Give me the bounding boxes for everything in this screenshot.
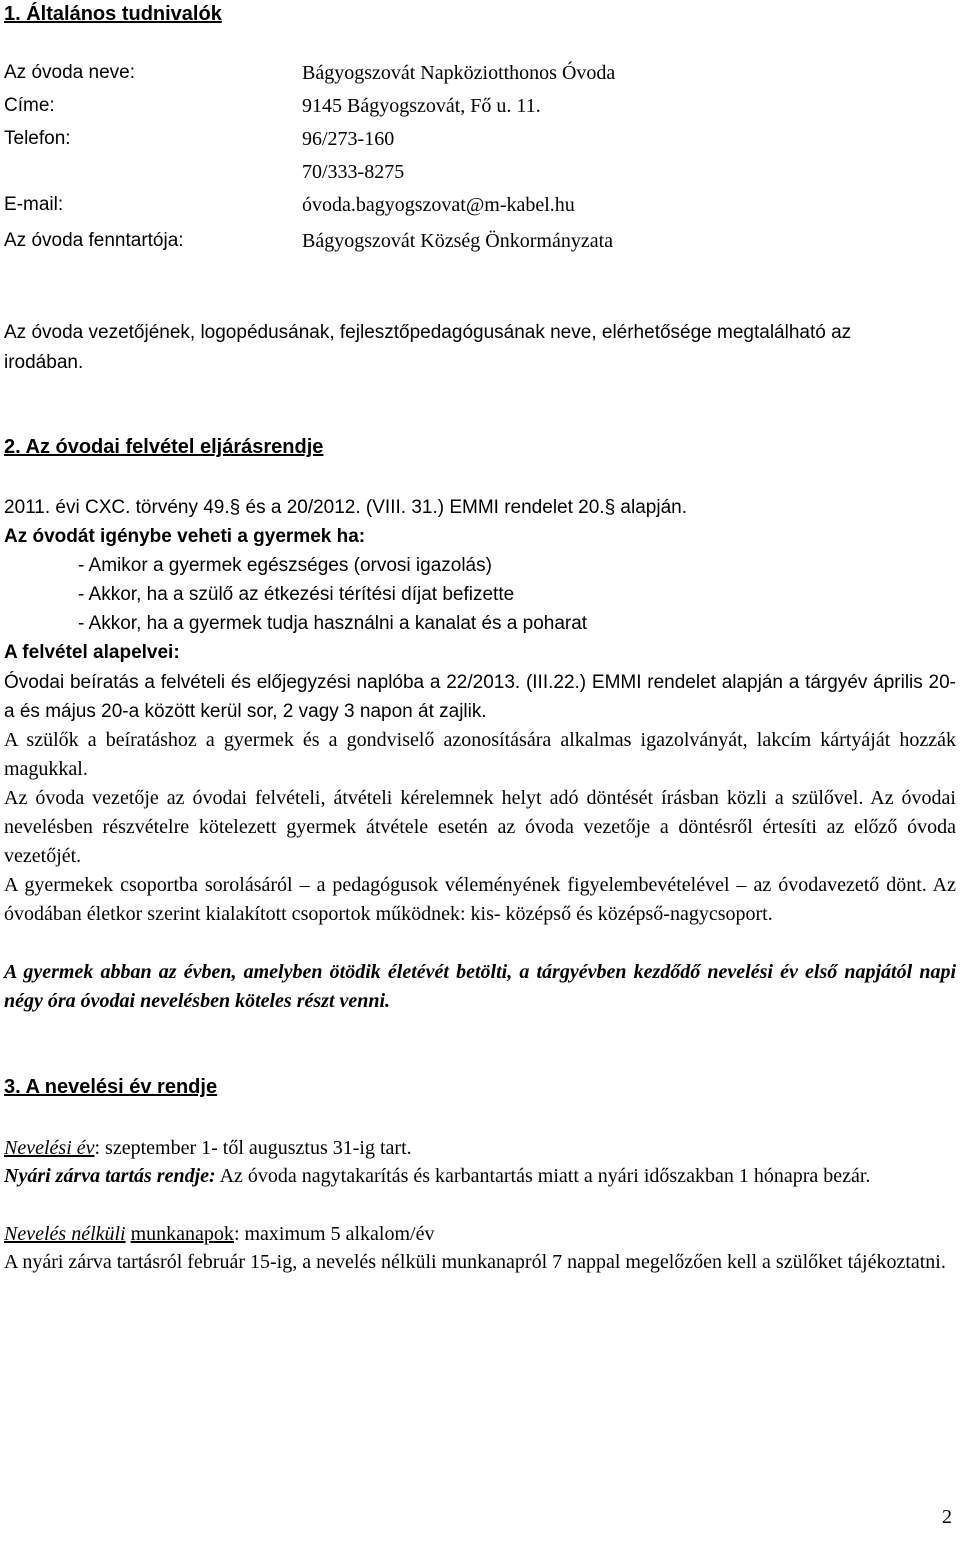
principles-heading: A felvétel alapelvei: bbox=[4, 642, 180, 663]
summer-closure-paragraph bbox=[4, 1162, 956, 1191]
info-row-phone-2 bbox=[4, 157, 956, 187]
summer-closure-label: Nyári zárva tartás rendje: bbox=[4, 1165, 216, 1187]
section-3-title: 3. A nevelési év rendje bbox=[4, 1076, 218, 1098]
non-teaching-days-line bbox=[4, 1220, 956, 1248]
info-row-email bbox=[4, 190, 956, 220]
eligibility-item: - Akkor, ha a gyermek tudja használni a kanalat és a poharat bbox=[78, 613, 588, 634]
info-value: Bágyogszovát Község Önkormányzata bbox=[302, 230, 614, 252]
school-year-label: Nevelési év bbox=[4, 1137, 95, 1159]
admission-decision-paragraph: Az óvoda vezetője az óvodai felvételi, átvételi kérelemnek helyt adó döntését írásban közli a szülővel. Az óvodai nevelésben részvételre kötelezett gyermek átvétele esetén az óvoda vezetője a döntésről értesíti az előző óvoda vezetőjét. bbox=[4, 787, 956, 867]
info-value: 96/273-160 bbox=[302, 128, 395, 150]
school-year-text: : szeptember 1- től augusztus 31-ig tart. bbox=[94, 1137, 412, 1159]
section-1-title: 1. Általános tudnivalók bbox=[4, 3, 222, 25]
eligibility-item: - Akkor, ha a szülő az étkezési térítési díjat befizette bbox=[78, 584, 515, 605]
info-label: E-mail: bbox=[4, 194, 64, 215]
info-value: 70/333-8275 bbox=[302, 161, 405, 183]
info-label: Az óvoda fenntartója: bbox=[4, 230, 184, 251]
non-teaching-days-text: : maximum 5 alkalom/év bbox=[233, 1223, 435, 1245]
info-label: Telefon: bbox=[4, 128, 71, 149]
group-allocation-paragraph: A gyermekek csoportba sorolásáról – a pedagógusok véleményének figyelembevételével – az óvodavezető dönt. Az óvodában életkor szerint kialakított csoportok működnek: kis- középső és középső-nagycsoport. bbox=[4, 874, 956, 925]
info-row-maintainer bbox=[4, 226, 956, 256]
info-row-name bbox=[4, 58, 956, 88]
info-value: óvoda.bagyogszovat@m-kabel.hu bbox=[302, 194, 575, 216]
principles-text: Óvodai beíratás a felvételi és előjegyzési naplóba a 22/2013. (III.22.) EMMI rendelet alapján a tárgyév április 20-a és május 20-a között kerül sor, 2 vagy 3 napon át zajlik. bbox=[4, 672, 956, 722]
info-row-address bbox=[4, 91, 956, 121]
info-row-phone bbox=[4, 124, 956, 154]
school-year-line bbox=[4, 1134, 956, 1162]
info-value: Bágyogszovát Napköziotthonos Óvoda bbox=[302, 62, 616, 84]
non-teaching-days-label: munkanapok bbox=[130, 1223, 234, 1245]
eligibility-item: - Amikor a gyermek egészséges (orvosi igazolás) bbox=[78, 555, 492, 576]
info-value: 9145 Bágyogszovát, Fő u. 11. bbox=[302, 95, 541, 117]
info-label: Az óvoda neve: bbox=[4, 62, 135, 83]
info-label: Címe: bbox=[4, 95, 55, 116]
mandatory-attendance-paragraph: A gyermek abban az évben, amelyben ötödik életévét betölti, a tárgyévben kezdődő nevelési év első napjától napi négy óra óvodai nevelésben köteles részt venni. bbox=[4, 961, 956, 1012]
enrollment-documents-paragraph: A szülők a beíratáshoz a gyermek és a gondviselő azonosítására alkalmas igazolványát, lakcím kártyáját hozzák magukkal. bbox=[4, 729, 956, 780]
notice-paragraph: A nyári zárva tartásról február 15-ig, a nevelés nélküli munkanapról 7 nappal megelőzően kell a szülőket tájékoztatni. bbox=[4, 1251, 946, 1273]
eligibility-heading: Az óvodát igénybe veheti a gyermek ha: bbox=[4, 526, 366, 547]
section-2-title: 2. Az óvodai felvétel eljárásrendje bbox=[4, 436, 324, 458]
law-reference: 2011. évi CXC. törvény 49.§ és a 20/2012. (VIII. 31.) EMMI rendelet 20.§ alapján. bbox=[4, 497, 687, 518]
contact-note: Az óvoda vezetőjének, logopédusának, fejlesztőpedagógusának neve, elérhetősége megtalálható az irodában. bbox=[4, 322, 852, 373]
page-number: 2 bbox=[942, 1506, 952, 1528]
non-teaching-days-label-italic: Nevelés nélküli bbox=[4, 1223, 126, 1245]
summer-closure-text: Az óvoda nagytakarítás és karbantartás miatt a nyári időszakban 1 hónapra bezár. bbox=[215, 1165, 871, 1187]
